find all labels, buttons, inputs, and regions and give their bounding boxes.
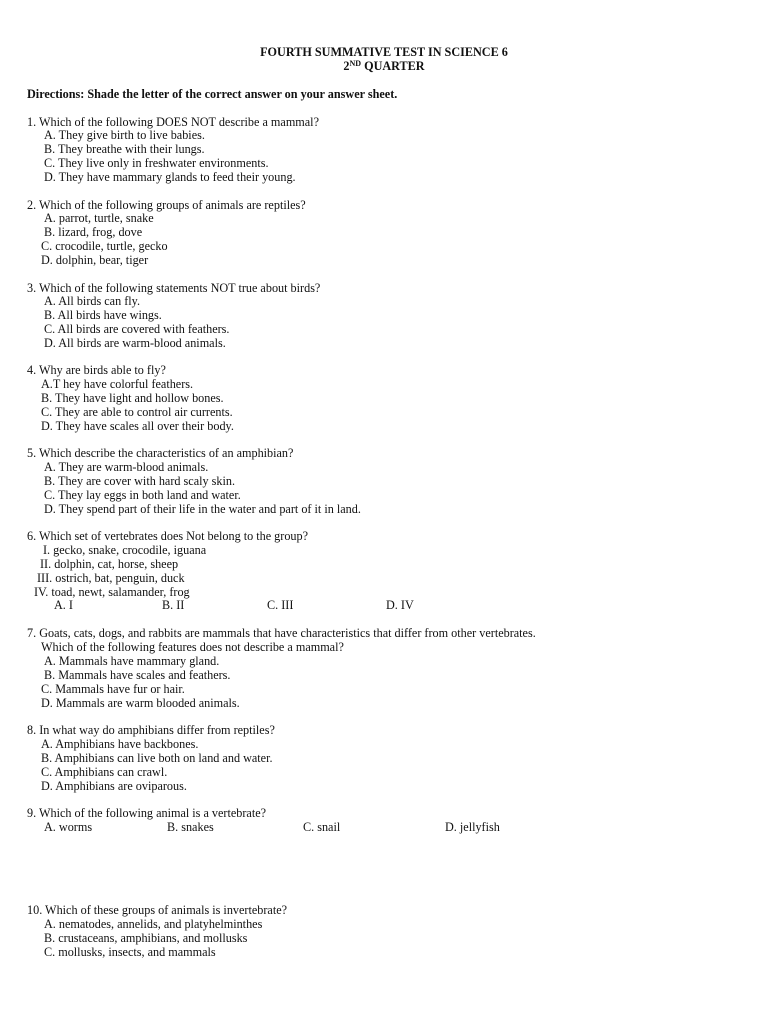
question-9-option-b: B. snakes	[167, 820, 214, 834]
question-6-option-d: D. IV	[386, 598, 414, 612]
question-7-option-c: C. Mammals have fur or hair.	[41, 682, 185, 696]
question-9-option-d: D. jellyfish	[445, 820, 500, 834]
question-4-option-b: B. They have light and hollow bones.	[41, 391, 224, 405]
question-1-option-c: C. They live only in freshwater environments.	[44, 156, 269, 170]
question-9-option-a: A. worms	[44, 820, 93, 834]
question-2-option-b: B. lizard, frog, dove	[44, 225, 143, 239]
question-6-set-ii: II. dolphin, cat, horse, sheep	[40, 557, 179, 571]
question-3-option-a: A. All birds can fly.	[44, 294, 141, 308]
question-5-option-d: D. They spend part of their life in the water and part of it in land.	[44, 502, 361, 516]
question-8-option-c: C. Amphibians can crawl.	[41, 765, 168, 779]
question-3-option-b: B. All birds have wings.	[44, 308, 162, 322]
question-6-set-i: I. gecko, snake, crocodile, iguana	[43, 543, 207, 557]
question-2-stem: 2. Which of the following groups of animals are reptiles?	[27, 198, 306, 212]
question-9-option-c: C. snail	[303, 820, 341, 834]
question-4-option-a: A.T hey have colorful feathers.	[41, 377, 194, 391]
quarter-number: 2	[343, 59, 350, 73]
question-5-option-a: A. They are warm-blood animals.	[44, 460, 209, 474]
question-2-option-d: D. dolphin, bear, tiger	[41, 253, 149, 267]
question-2-option-a: A. parrot, turtle, snake	[44, 211, 154, 225]
question-8-stem: 8. In what way do amphibians differ from reptiles?	[27, 723, 275, 737]
question-6-stem: 6. Which set of vertebrates does Not belong to the group?	[27, 529, 309, 543]
question-8-option-a: A. Amphibians have backbones.	[41, 737, 199, 751]
question-10-option-b: B. crustaceans, amphibians, and mollusks	[44, 931, 248, 945]
question-10-option-a: A. nematodes, annelids, and platyhelminthes	[44, 917, 263, 931]
question-1-option-b: B. They breathe with their lungs.	[44, 142, 205, 156]
question-3-option-c: C. All birds are covered with feathers.	[44, 322, 230, 336]
question-6-option-b: B. II	[162, 598, 185, 612]
question-9-stem: 9. Which of the following animal is a vertebrate?	[27, 806, 267, 820]
question-8-option-b: B. Amphibians can live both on land and water.	[41, 751, 273, 765]
question-1-option-a: A. They give birth to live babies.	[44, 128, 205, 142]
quarter-superscript: ND	[349, 59, 362, 68]
question-10-option-c: C. mollusks, insects, and mammals	[44, 945, 216, 959]
question-6-set-iii: III. ostrich, bat, penguin, duck	[37, 571, 185, 585]
question-7-stem-line2: Which of the following features does not describe a mammal?	[41, 640, 344, 654]
question-1-option-d: D. They have mammary glands to feed their young.	[44, 170, 296, 184]
question-7-option-d: D. Mammals are warm blooded animals.	[41, 696, 240, 710]
question-8-option-d: D. Amphibians are oviparous.	[41, 779, 187, 793]
question-3-option-d: D. All birds are warm-blood animals.	[44, 336, 226, 350]
quarter-word: QUARTER	[361, 59, 425, 73]
question-5-option-b: B. They are cover with hard scaly skin.	[44, 474, 235, 488]
test-title: FOURTH SUMMATIVE TEST IN SCIENCE 6	[260, 45, 508, 59]
question-2-option-c: C. crocodile, turtle, gecko	[41, 239, 168, 253]
question-7-option-a: A. Mammals have mammary gland.	[44, 654, 220, 668]
question-4-stem: 4. Why are birds able to fly?	[27, 363, 166, 377]
question-3-stem: 3. Which of the following statements NOT true about birds?	[27, 281, 321, 295]
quarter-heading	[0, 59, 768, 73]
question-4-option-d: D. They have scales all over their body.	[41, 419, 234, 433]
question-7-option-b: B. Mammals have scales and feathers.	[44, 668, 231, 682]
directions: Directions: Shade the letter of the correct answer on your answer sheet.	[27, 87, 398, 101]
question-1-stem: 1. Which of the following DOES NOT describe a mammal?	[27, 115, 319, 129]
question-4-option-c: C. They are able to control air currents.	[41, 405, 233, 419]
question-6-set-iv: IV. toad, newt, salamander, frog	[34, 585, 190, 599]
question-7-stem: 7. Goats, cats, dogs, and rabbits are mammals that have characteristics that differ from other vertebrates.	[27, 626, 536, 640]
question-5-option-c: C. They lay eggs in both land and water.	[44, 488, 241, 502]
question-10-stem: 10. Which of these groups of animals is invertebrate?	[27, 903, 288, 917]
question-5-stem: 5. Which describe the characteristics of an amphibian?	[27, 446, 294, 460]
question-6-option-c: C. III	[267, 598, 294, 612]
question-6-option-a: A. I	[54, 598, 73, 612]
